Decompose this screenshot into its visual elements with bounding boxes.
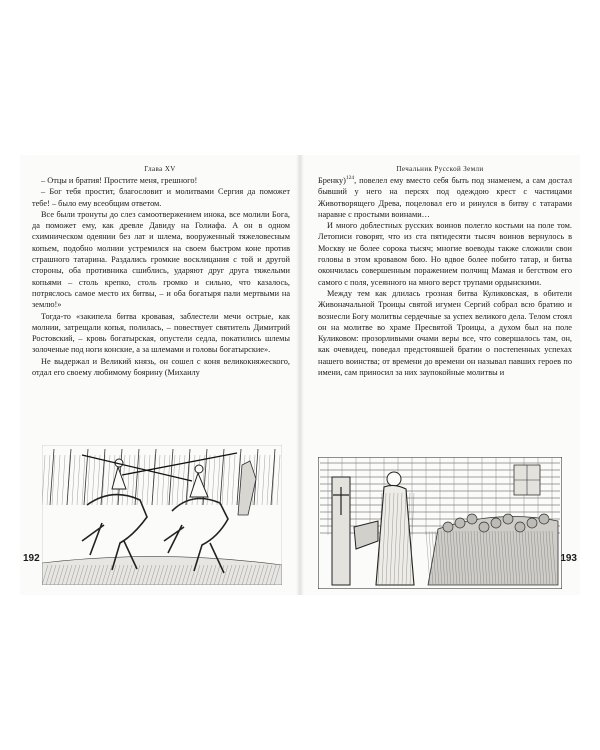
prayer-engraving-drawing	[318, 457, 562, 589]
left-page-text	[32, 175, 290, 378]
brother-head	[443, 522, 453, 532]
brother-head	[527, 518, 537, 528]
spear	[152, 449, 156, 505]
left-paragraph-5: Не выдержал и Великий князь, он сошел с коня великокняжеского, отдал его своему любимому боярину (Михаилу	[32, 356, 290, 378]
right-paragraph-3: Между тем как длилась грозная битва Куликовская, в обители Живоначальной Троицы святой игумен Сергий собрал всю братию и вознесли Богу молитвы сердечные за успех великого дела. Телом стоял он на молитве во храме Пресвятой Троицы, а духом был на поле Куликовом: прозорливыми очами веры все, что совершалось там, он, как очевидец, поведал предстоявшей братии о постепенных успехах нашего воинства; от времени до времени он называл павших героев по имени, сам приносил за них заупокойные молитвы и	[318, 288, 572, 378]
rider-right-head	[195, 465, 203, 473]
battle-engraving	[42, 445, 282, 585]
brother-head	[515, 522, 525, 532]
left-paragraph-2: – Бог тебя простит, благословит и молитвами Сергия да поможет тебе! – было ему всеобщим ответом.	[32, 187, 290, 208]
spear	[220, 449, 224, 505]
spear	[186, 449, 190, 505]
left-page-number: 192	[23, 553, 40, 564]
right-paragraph-1-rest: , повелел ему вместо себя быть под знаменем, а сам достал бывший у него на персях под одеждою крест с частицами Животворящего Древа, поцеловал его и ринулся в битву с татарами наравне с простыми воинами…	[318, 176, 572, 219]
right-paragraph-1	[318, 175, 572, 220]
ground	[42, 556, 282, 585]
left-page	[20, 155, 300, 595]
brother-head	[503, 514, 513, 524]
right-page-number: 193	[560, 553, 577, 564]
right-paragraph-1-start: Бренку)	[318, 176, 346, 185]
brother-head	[467, 514, 477, 524]
prayer-engraving	[318, 457, 562, 589]
battle-engraving-drawing	[42, 445, 282, 585]
left-paragraph-4: Тогда-то «закипела битва кровавая, заблестели мечи острые, как молнии, затрещали копья, полилась, – повествует святитель Димитрий Ростовский, – кровь богатырская, опустели седла, покатились шлемы золоченые под ноги конские, а за шлемами и головы богатырские».	[32, 311, 290, 355]
footnote-marker: 124	[345, 175, 355, 182]
brother-head	[455, 518, 465, 528]
right-paragraph-2: И много доблестных русских воинов полегло костьми на поле том. Летописи говорят, что из ста пятидесяти тысяч воинов вернулось в Москву не более сорока тысяч; многие воеводы также сложили свои головы в этом кровавом бою. Но вдвое более побито татар, и битва окончилась совершенным поражением полчищ Мамая и бегством его самого с поля, усеянного на много верст трупами ордынскими.	[318, 221, 572, 287]
brother-head	[539, 514, 549, 524]
left-paragraph-1: – Отцы и братия! Простите меня, грешного!	[41, 176, 198, 185]
brother-head	[479, 522, 489, 532]
spear	[50, 449, 54, 505]
spear	[271, 449, 275, 505]
right-running-head: Печальник Русской Земли	[396, 165, 484, 173]
left-running-head: Глава XV	[144, 165, 176, 173]
monk-head	[387, 472, 401, 486]
right-page-text	[318, 175, 572, 378]
book-spread	[20, 155, 580, 595]
standing-warrior	[238, 461, 256, 515]
left-paragraph-3: Все были тронуты до слез самоотвержением инока, все молили Бога, да поможет ему, как древле Давиду на Голиафа. А он в одном схимническом одеянии без лат и шлема, вооруженный тяжеловесным копьем, подобно молнии устремился на своем быстром коне против страшного татарина. Раздались громкие восклицания с той и другой стороны, оба противника сшиблись, ударяют друг друга тяжелыми копьями – столь крепко, столь громко и сильно, что казалось, потряслось самое место их битвы, – и оба богатыря пали мертвыми на землю!»	[32, 209, 290, 310]
spear	[135, 449, 139, 505]
brother-head	[491, 518, 501, 528]
right-page	[300, 155, 580, 595]
spear	[67, 449, 71, 505]
